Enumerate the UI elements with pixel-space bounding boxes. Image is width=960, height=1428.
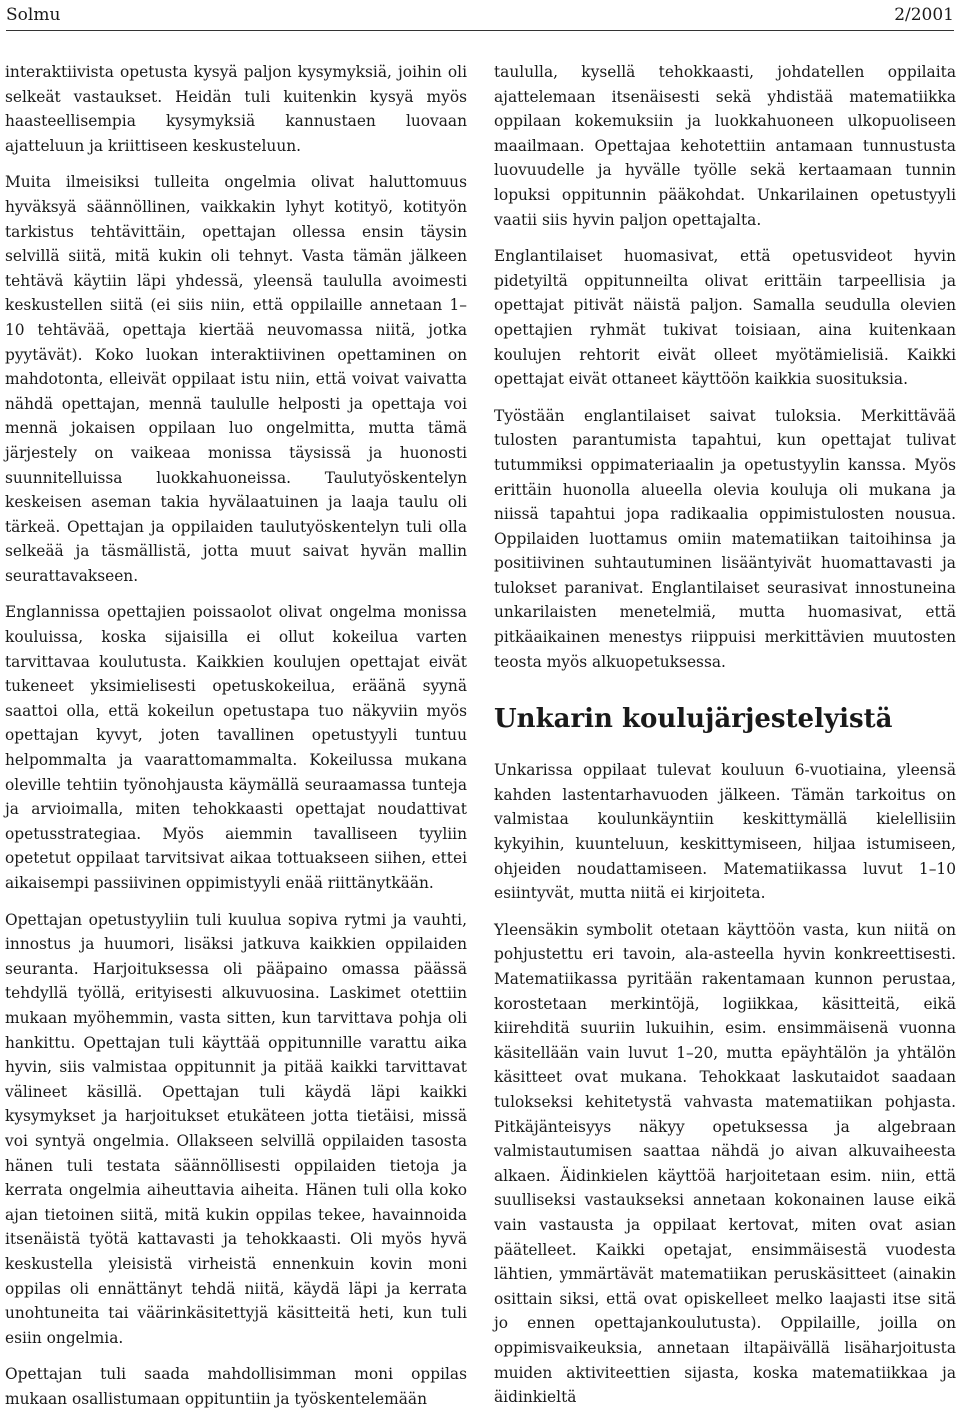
paragraph: Muita ilmeisiksi tulleita ongelmia olivat haluttomuus hyväksyä säännöllinen, vaikkakin lyhyt kotityö, kotityön tarkistus tehtävittäin, opettajan ollessa ensin täysin selvillä siitä, mitä kukin oli tehnyt. Vasta tämän jälkeen tehtävä käytiin läpi yhdessä, yleensä taululla avoimesti keskustellen siitä (ei siis niin, että oppilaille annetaan 1–10 tehtävää, opettaja kiertää neuvomassa niitä, jotka pyytävät). Koko luokan interaktiivinen opettaminen on mahdotonta, elleivät oppilaat istu niin, että voivat vaivatta nähdä opettajan, mennä taululle helposti ja opettaja voi mennä jokaisen oppilaan luo ongelmitta, mutta tämä järjestely on vaikeaa monissa täysissä ja huonosti suunnitelluissa luokkahuoneissa. Taulutyöskentelyn keskeisen aseman takia hyvälaatuinen ja laaja taulu oli tärkeä. Opettajan ja oppilaiden taulutyöskentelyn tuli olla selkeää ja täsmällistä, jotta muut saivat hyvän mallin seurattavakseen. (5, 173, 467, 585)
page-header (6, 0, 954, 30)
paragraph: Yleensäkin symbolit otetaan käyttöön vasta, kun niitä on pohjustettu eri tavoin, ala-asteella hyvin konkreettisesti. Matematiikassa pyritään rakentamaan kunnon perustaa, korostetaan merkintöjä, logiikkaa, käsitteitä, eikä kiirehditä suuriin lukuihin, esim. ensimmäisenä vuonna käsitellään vain luvut 1–20, mutta epäyhtälön ja yhtälön käsitteet ovat mukana. Tehokkaat laskutaidot saadaan tulokseksi kehitetystä vahvasta matematiikan pohjasta. Pitkäjänteisyys näkyy opetuksessa ja algebraan valmistautumisen saattaa nähdä jo aivan alkuvaiheesta alkaen. Äidinkielen käyttöä harjoitetaan esim. niin, että suulliseksi vastaukseksi annetaan kokonainen lause eikä vain vastausta ja oppilaat kertovat, miten ovat asian päätelleet. Kaikki opetajat, ensimmäisestä vuodesta lähtien, ymmärtävät matematiikan peruskäsitteet (ainakin osittain siksi, että ovat opiskelleet melko laajasti itse sitä jo ennen opettajankoulutusta). Oppilaille, joilla on oppimisvaikeuksia, annetaan iltapäivällä lisäharjoitusta muiden aktiviteettien sijasta, koska matematiikkaa ja äidinkieltä (494, 920, 956, 1407)
journal-title: Solmu (6, 5, 61, 25)
paragraph: interaktiivista opetusta kysyä paljon kysymyksiä, joihin oli selkeät vastaukset. Heidän tuli kuitenkin kysyä myös haasteellisempia kysymyksiä kannustaen luovaan ajatteluun ja kriittiseen keskusteluun. (5, 63, 467, 155)
paragraph: Työstään englantilaiset saivat tuloksia. Merkittävää tulosten parantumista tapahtui, kun opettajat tulivat tutummiksi oppimateriaalin ja opetustyylin kanssa. Myös erittäin huonolla alueella olevia kouluja oli mukana ja niissä tapahtui jopa radikaalia oppimistulosten nousua. Oppilaiden luottamus omiin matematiikan taitoihinsa ja positiivinen suhtautuminen lisääntyivät huomattavasti ja tulokset paranivat. Englantilaiset seurasivat innostuneina unkarilaisten menetelmiä, mutta huomasivat, että pitkäaikainen menestys riippuisi merkittävien muutosten teosta myös alkuopetuksessa. (494, 406, 956, 671)
header-rule (6, 30, 954, 31)
issue-number: 2/2001 (894, 5, 954, 25)
section-heading: Unkarin koulujärjestelyistä (494, 704, 893, 735)
left-column (5, 60, 467, 1411)
paragraph: taululla, kysellä tehokkaasti, johdatellen oppilaita ajattelemaan itsenäisesti sekä yhdistää matematiikka oppilaan kokemuksiin ja luokkahuoneen ulkopuoliseen maailmaan. Opettajaa kehotettiin antamaan tunnustusta luovuudelle ja hyvälle työlle sekä kertaamaan tunnin lopuksi oppitunnin pääkohdat. Unkarilainen opetustyyli vaatii siis hyvin paljon opettajalta. (494, 63, 956, 229)
right-column (494, 60, 956, 1410)
paragraph: Opettajan tuli saada mahdollisimman moni oppilas mukaan osallistumaan oppituntiin ja työskentelemään (5, 1365, 467, 1408)
paragraph: Unkarissa oppilaat tulevat kouluun 6-vuotiaina, yleensä kahden lastentarhavuoden jälkeen. Tämän tarkoitus on valmistaa koulunkäyntiin keskittymällä kielellisiin kykyihin, kuunteluun, keskittymiseen, hiljaa istumiseen, ohjeiden noudattamiseen. Matematiikassa luvut 1–10 esiintyvät, mutta niitä ei kirjoiteta. (494, 761, 956, 903)
paragraph: Englantilaiset huomasivat, että opetusvideot hyvin pidetyiltä oppitunneilta olivat erittäin tarpeellisia ja opettajat pitivät näistä paljon. Samalla seudulla olevien opettajien ryhmät tukivat toisiaan, aina kuitenkaan koulujen rehtorit eivät olleet myötämielisiä. Kaikki opettajat eivät ottaneet käyttöön kaikkia suosituksia. (494, 247, 956, 389)
paragraph: Englannissa opettajien poissaolot olivat ongelma monissa kouluissa, koska sijaisilla ei ollut kokeilua varten tarvittavaa koulutusta. Kaikkien koulujen opettajat eivät tukeneet yksimielisesti opetuskokeilua, eräänä syynä saattoi olla, että kokeilun opetustapa tuo näkyviin myös opettajan kyvyt, joten tavallinen opetustyyli tuntuu helpommalta ja vaarattomammalta. Kokeilussa mukana oleville tehtiin työnohjausta käymällä seuraamassa tunteja ja arvioimalla, miten tehokkaasti opettajat noudattivat opetusstrategiaa. Myös aiemmin tavalliseen tyyliin opetetut oppilaat tarvitsivat aikaa tottuakseen siihen, ettei aikaisempi passiivinen oppimistyyli enää riittänytkään. (5, 603, 467, 892)
paragraph: Opettajan opetustyyliin tuli kuulua sopiva rytmi ja vauhti, innostus ja huumori, lisäksi jatkuva kaikkien oppilaiden seuranta. Harjoituksessa oli pääpaino omassa päässä tehdyllä työllä, erityisesti alkuvuosina. Laskimet otettiin mukaan myöhemmin, vasta sitten, kun tarvittava pohja oli hankittu. Opettajan tuli käyttää oppitunnille varattu aika hyvin, siis valmistaa oppitunnit ja pitää kaikki tarvittavat välineet käsillä. Opettajan tuli käydä läpi kaikki kysymykset ja harjoitukset etukäteen jotta tietäisi, missä voi syntyä ongelmia. Ollakseen selvillä oppilaiden tasosta hänen tuli testata säännöllisesti oppilaiden tietoja ja kerrata ongelmia aiheuttavia aiheita. Hänen tuli olla koko ajan tietoinen siitä, mitä kukin oppilas tekee, havainnoida itsenäistä työtä kattavasti ja tehokkaasti. Oli myös hyvä keskustella yleisistä virheistä ennenkuin kovin moni oppilas oli ennättänyt tehdä niitä, käydä läpi ja kerrata unohtuneita tai väärinkäsitettyjä käsitteitä heti, kun tuli esiin ongelmia. (5, 910, 467, 1347)
